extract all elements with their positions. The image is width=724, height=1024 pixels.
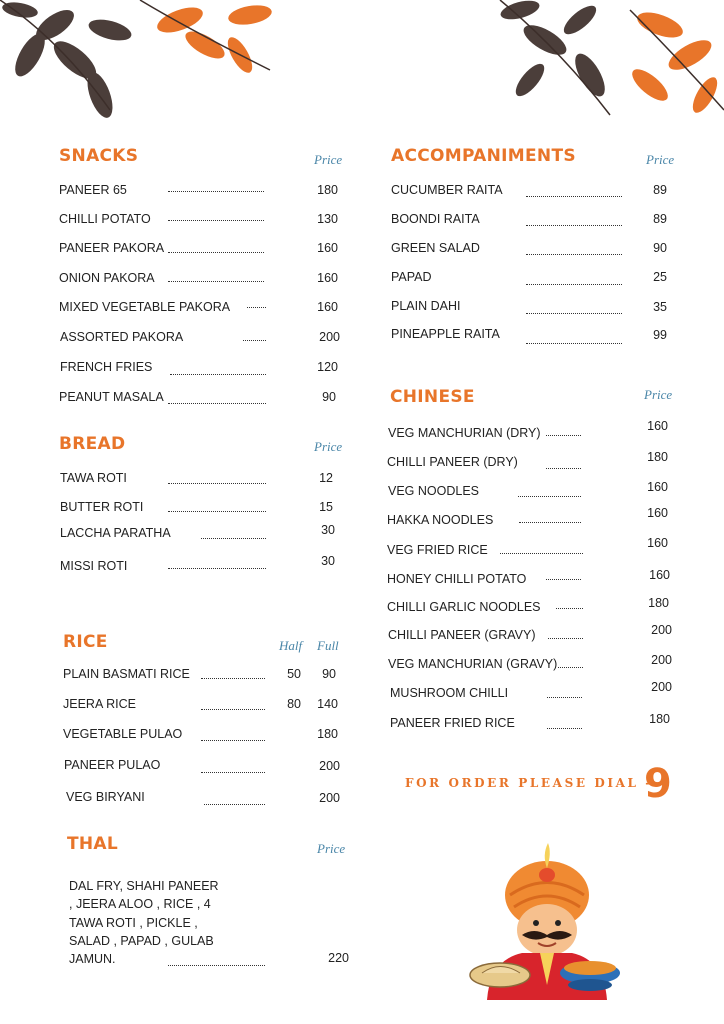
bread-item-price: 30 [321,554,335,568]
leaf-decoration-top-right-icon [490,0,724,120]
dotted-leader [556,608,583,609]
bread-item-name: MISSI ROTI [60,559,128,573]
dotted-leader [168,191,264,192]
dotted-leader [526,196,622,197]
chinese-item-name: CHILLI GARLIC NOODLES [387,600,541,614]
thal-description [69,877,269,968]
chinese-item-name: CHILLI PANEER (DRY) [387,455,518,469]
snacks-item-price: 90 [322,390,336,404]
accompaniments-item-name: PINEAPPLE RAITA [391,327,500,341]
rice-half-header: Half [279,638,303,653]
accompaniments-item-name: PAPAD [391,270,432,284]
dotted-leader [201,678,265,679]
dotted-leader [201,709,265,710]
snacks-title: SNACKS [59,146,139,166]
thal-price-header: Price [317,841,346,856]
dotted-leader [168,568,266,569]
thal-line: TAWA ROTI , PICKLE , [69,915,198,930]
leaf-decoration-top-left-icon [0,0,290,120]
chinese-item-name: VEG NOODLES [388,484,479,498]
rice-item-half-price: 50 [287,667,301,681]
dotted-leader [168,483,266,484]
chinese-item-price: 180 [649,712,670,726]
rice-item-name: JEERA RICE [63,697,136,711]
accompaniments-item-name: BOONDI RAITA [391,212,480,226]
dotted-leader [201,538,266,539]
chinese-item-price: 160 [649,568,670,582]
dotted-leader [247,307,266,308]
snacks-item-name: PEANUT MASALA [59,390,164,404]
snacks-item-name: FRENCH FRIES [60,360,153,374]
snacks-item-name: CHILLI POTATO [59,212,151,226]
chinese-item-name: VEG MANCHURIAN (GRAVY) [388,657,558,671]
dotted-leader [526,313,622,314]
chinese-item-price: 160 [647,536,668,550]
chinese-item-price: 200 [651,680,672,694]
chinese-price-header: Price [644,387,673,402]
chinese-item-price: 160 [647,506,668,520]
rice-item-full-price: 90 [322,667,336,681]
dotted-leader [547,697,582,698]
snacks-item-price: 130 [317,212,338,226]
dotted-leader [201,772,265,773]
rice-item-name: VEGETABLE PULAO [63,727,183,741]
dotted-leader [546,468,581,469]
dotted-leader [526,254,622,255]
dotted-leader [546,579,581,580]
accompaniments-item-price: 99 [653,328,667,342]
chef-illustration-icon [462,835,632,1007]
chinese-item-name: PANEER FRIED RICE [390,716,515,730]
dotted-leader [548,638,583,639]
chinese-item-name: HAKKA NOODLES [387,513,494,527]
chinese-item-name: VEG FRIED RICE [387,543,488,557]
dotted-leader [547,728,582,729]
snacks-item-name: MIXED VEGETABLE PAKORA [59,300,231,314]
accompaniments-title: ACCOMPANIMENTS [391,146,576,166]
bread-item-name: LACCHA PARATHA [60,526,171,540]
chinese-item-price: 160 [647,480,668,494]
dotted-leader [558,667,583,668]
dotted-leader [168,511,266,512]
dotted-leader [168,252,264,253]
bread-item-price: 12 [319,471,333,485]
dotted-leader [168,220,264,221]
rice-title: RICE [63,632,108,652]
chinese-item-price: 180 [647,450,668,464]
snacks-item-name: ASSORTED PAKORA [60,330,184,344]
accompaniments-item-name: PLAIN DAHI [391,299,461,313]
dotted-leader [518,496,581,497]
dotted-leader [546,435,581,436]
rice-item-name: VEG BIRYANI [66,790,145,804]
snacks-item-name: ONION PAKORA [59,271,155,285]
rice-item-full-price: 200 [319,791,340,805]
bread-title: BREAD [59,434,126,454]
dotted-leader [526,343,622,344]
accompaniments-item-price: 90 [653,241,667,255]
rice-item-name: PLAIN BASMATI RICE [63,667,190,681]
rice-item-full-price: 180 [317,727,338,741]
bread-price-header: Price [314,439,343,454]
order-text: FOR ORDER PLEASE DIAL - [405,776,653,790]
snacks-item-price: 160 [317,271,338,285]
dotted-leader [526,225,622,226]
accompaniments-item-price: 25 [653,270,667,284]
thal-line: JAMUN. [69,952,116,967]
dotted-leader [500,553,583,554]
chinese-item-name: CHILLI PANEER (GRAVY) [388,628,536,642]
rice-item-full-price: 140 [317,697,338,711]
thal-line: DAL FRY, SHAHI PANEER [69,879,219,893]
accompaniments-item-name: GREEN SALAD [391,241,480,255]
dotted-leader [170,374,266,375]
chinese-item-name: VEG MANCHURIAN (DRY) [388,426,541,440]
rice-full-header: Full [317,638,339,653]
dotted-leader [519,522,581,523]
chinese-item-price: 180 [648,596,669,610]
dotted-leader [204,804,265,805]
rice-item-half-price: 80 [287,697,301,711]
snacks-item-price: 180 [317,183,338,197]
snacks-price-header: Price [314,152,343,167]
rice-item-full-price: 200 [319,759,340,773]
accompaniments-price-header: Price [646,152,675,167]
snacks-item-price: 200 [319,330,340,344]
dotted-leader [168,403,266,404]
thal-price: 220 [328,951,349,965]
dotted-leader [168,965,265,966]
rice-item-name: PANEER PULAO [64,758,161,772]
thal-title: THAL [67,834,119,854]
bread-item-name: BUTTER ROTI [60,500,144,514]
snacks-item-price: 160 [317,300,338,314]
snacks-item-price: 120 [317,360,338,374]
chinese-item-price: 200 [651,653,672,667]
chinese-title: CHINESE [390,387,475,407]
snacks-item-price: 160 [317,241,338,255]
dotted-leader [168,281,264,282]
order-phone-digit: 9 [644,761,672,807]
thal-line: SALAD , PAPAD , GULAB [69,933,214,948]
bread-item-price: 30 [321,523,335,537]
snacks-item-name: PANEER PAKORA [59,241,165,255]
accompaniments-item-name: CUCUMBER RAITA [391,183,503,197]
dotted-leader [201,740,265,741]
thal-line: , JEERA ALOO , RICE , 4 [69,897,211,912]
chinese-item-name: HONEY CHILLI POTATO [387,572,527,586]
accompaniments-item-price: 35 [653,300,667,314]
snacks-item-name: PANEER 65 [59,183,127,197]
bread-item-price: 15 [319,500,333,514]
accompaniments-item-price: 89 [653,212,667,226]
dotted-leader [243,340,266,341]
chinese-item-price: 200 [651,623,672,637]
dotted-leader [526,284,622,285]
chinese-item-price: 160 [647,419,668,433]
chinese-item-name: MUSHROOM CHILLI [390,686,509,700]
bread-item-name: TAWA ROTI [60,471,127,485]
accompaniments-item-price: 89 [653,183,667,197]
